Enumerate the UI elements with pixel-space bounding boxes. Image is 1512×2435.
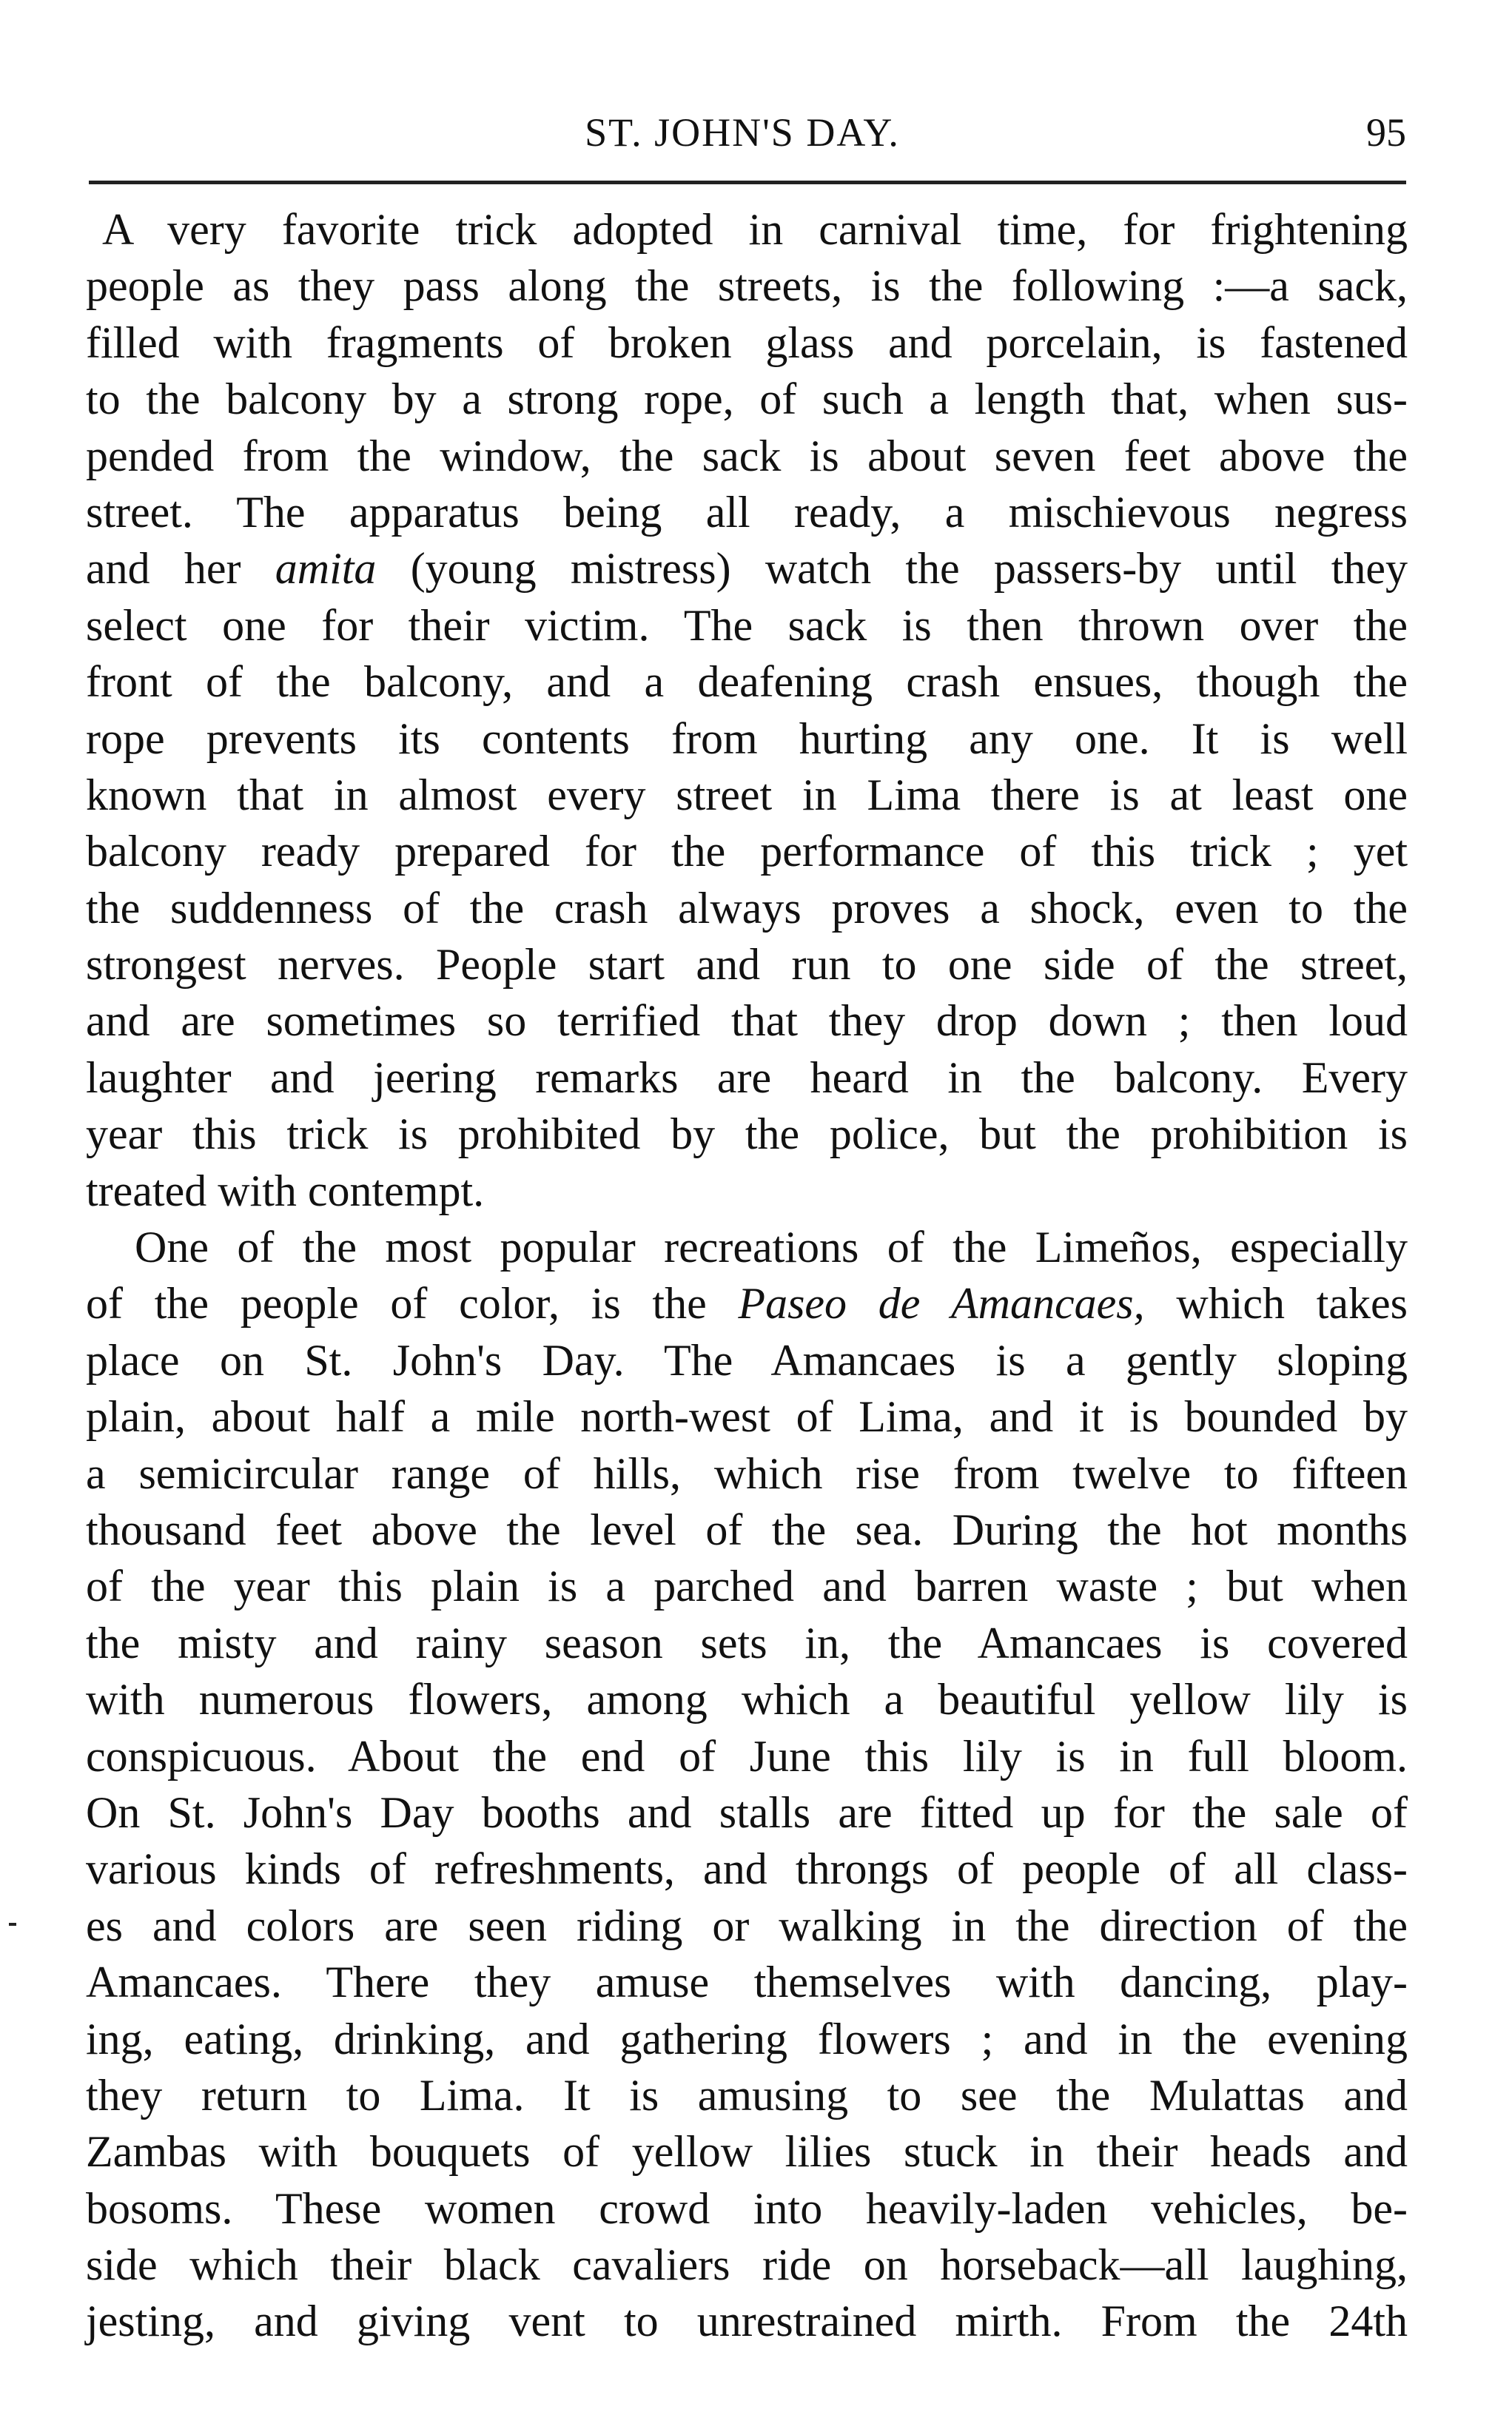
text-line: and are sometimes so terrified that they drop down ; then loud (86, 996, 1408, 1046)
scan-artifact-mark (9, 1923, 16, 1926)
text-line: thousand feet above the level of the sea. During the hot months (86, 1505, 1408, 1554)
running-header-title: ST. JOHN'S DAY. (585, 110, 900, 155)
text-line (86, 1275, 1408, 1331)
text-line: jesting, and giving vent to unrestrained mirth. From the 24th (86, 2297, 1408, 2346)
text-line: year this trick is prohibited by the police, but the prohibition is (86, 1109, 1408, 1159)
text-line: select one for their victim. The sack is then thrown over the (86, 600, 1408, 650)
text-line: place on St. John's Day. The Amancaes is a gently sloping (86, 1335, 1408, 1385)
text-line: a semicircular range of hills, which rise from twelve to fifteen (86, 1448, 1408, 1498)
text-segment: which takes (1144, 1279, 1408, 1329)
text-line: ing, eating, drinking, and gathering flowers ; and in the evening (86, 2014, 1408, 2063)
text-line: es and colors are seen riding or walking in the direction of the (86, 1901, 1408, 1950)
italic-phrase: amita (275, 544, 377, 594)
body-text (86, 201, 1408, 2350)
text-segment: of the people of color, is the (86, 1279, 739, 1329)
text-line: side which their black cavaliers ride on horseback—all laughing, (86, 2240, 1408, 2290)
text-line: people as they pass along the streets, is the following :—a sack, (86, 261, 1408, 311)
text-line: Amancaes. There they amuse themselves with dancing, play- (86, 1958, 1408, 2007)
text-line: known that in almost every street in Lima there is at least one (86, 770, 1408, 819)
text-line: the suddenness of the crash always proves a shock, even to the (86, 883, 1408, 933)
italic-phrase: Paseo de Amancaes, (738, 1279, 1145, 1329)
text-line: pended from the window, the sack is about seven feet above the (86, 431, 1408, 480)
text-line: On St. John's Day booths and stalls are fitted up for the sale of (86, 1787, 1408, 1837)
text-line: the misty and rainy season sets in, the Amancaes is covered (86, 1618, 1408, 1667)
text-line: rope prevents its contents from hurting any one. It is well (86, 713, 1408, 763)
text-segment: and her (86, 544, 275, 594)
text-line: strongest nerves. People start and run to one side of the street, (86, 940, 1408, 990)
text-line (86, 540, 1408, 597)
text-line: of the year this plain is a parched and barren waste ; but when (86, 1562, 1408, 1611)
text-line: laughter and jeering remarks are heard in the balcony. Every (86, 1052, 1408, 1102)
text-line: plain, about half a mile north-west of Lima, and it is bounded by (86, 1392, 1408, 1442)
text-line: filled with fragments of broken glass and porcelain, is fastened (86, 318, 1408, 367)
header-rule-divider (89, 181, 1406, 184)
text-line: A very favorite trick adopted in carnival time, for frightening (102, 205, 1408, 254)
text-line: various kinds of refreshments, and throngs of people of all class- (86, 1844, 1408, 1894)
text-line: One of the most popular recreations of the Limeños, especially (135, 1223, 1408, 1272)
text-line: balcony ready prepared for the performance of this trick ; yet (86, 827, 1408, 876)
text-line: to the balcony by a strong rope, of such a length that, when sus- (86, 375, 1408, 424)
text-line: Zambas with bouquets of yellow lilies stuck in their heads and (86, 2127, 1408, 2177)
text-line: conspicuous. About the end of June this lily is in full bloom. (86, 1731, 1408, 1781)
page-number: 95 (1366, 110, 1406, 155)
text-line: they return to Lima. It is amusing to see the Mulattas and (86, 2070, 1408, 2120)
text-segment: (young mistress) watch the passers-by until they (376, 544, 1408, 594)
text-line: with numerous flowers, among which a beautiful yellow lily is (86, 1675, 1408, 1724)
text-line: front of the balcony, and a deafening crash ensues, though the (86, 657, 1408, 707)
text-line: bosoms. These women crowd into heavily-laden vehicles, be- (86, 2183, 1408, 2233)
text-line: street. The apparatus being all ready, a mischievous negress (86, 487, 1408, 537)
text-line: treated with contempt. (86, 1166, 485, 1215)
